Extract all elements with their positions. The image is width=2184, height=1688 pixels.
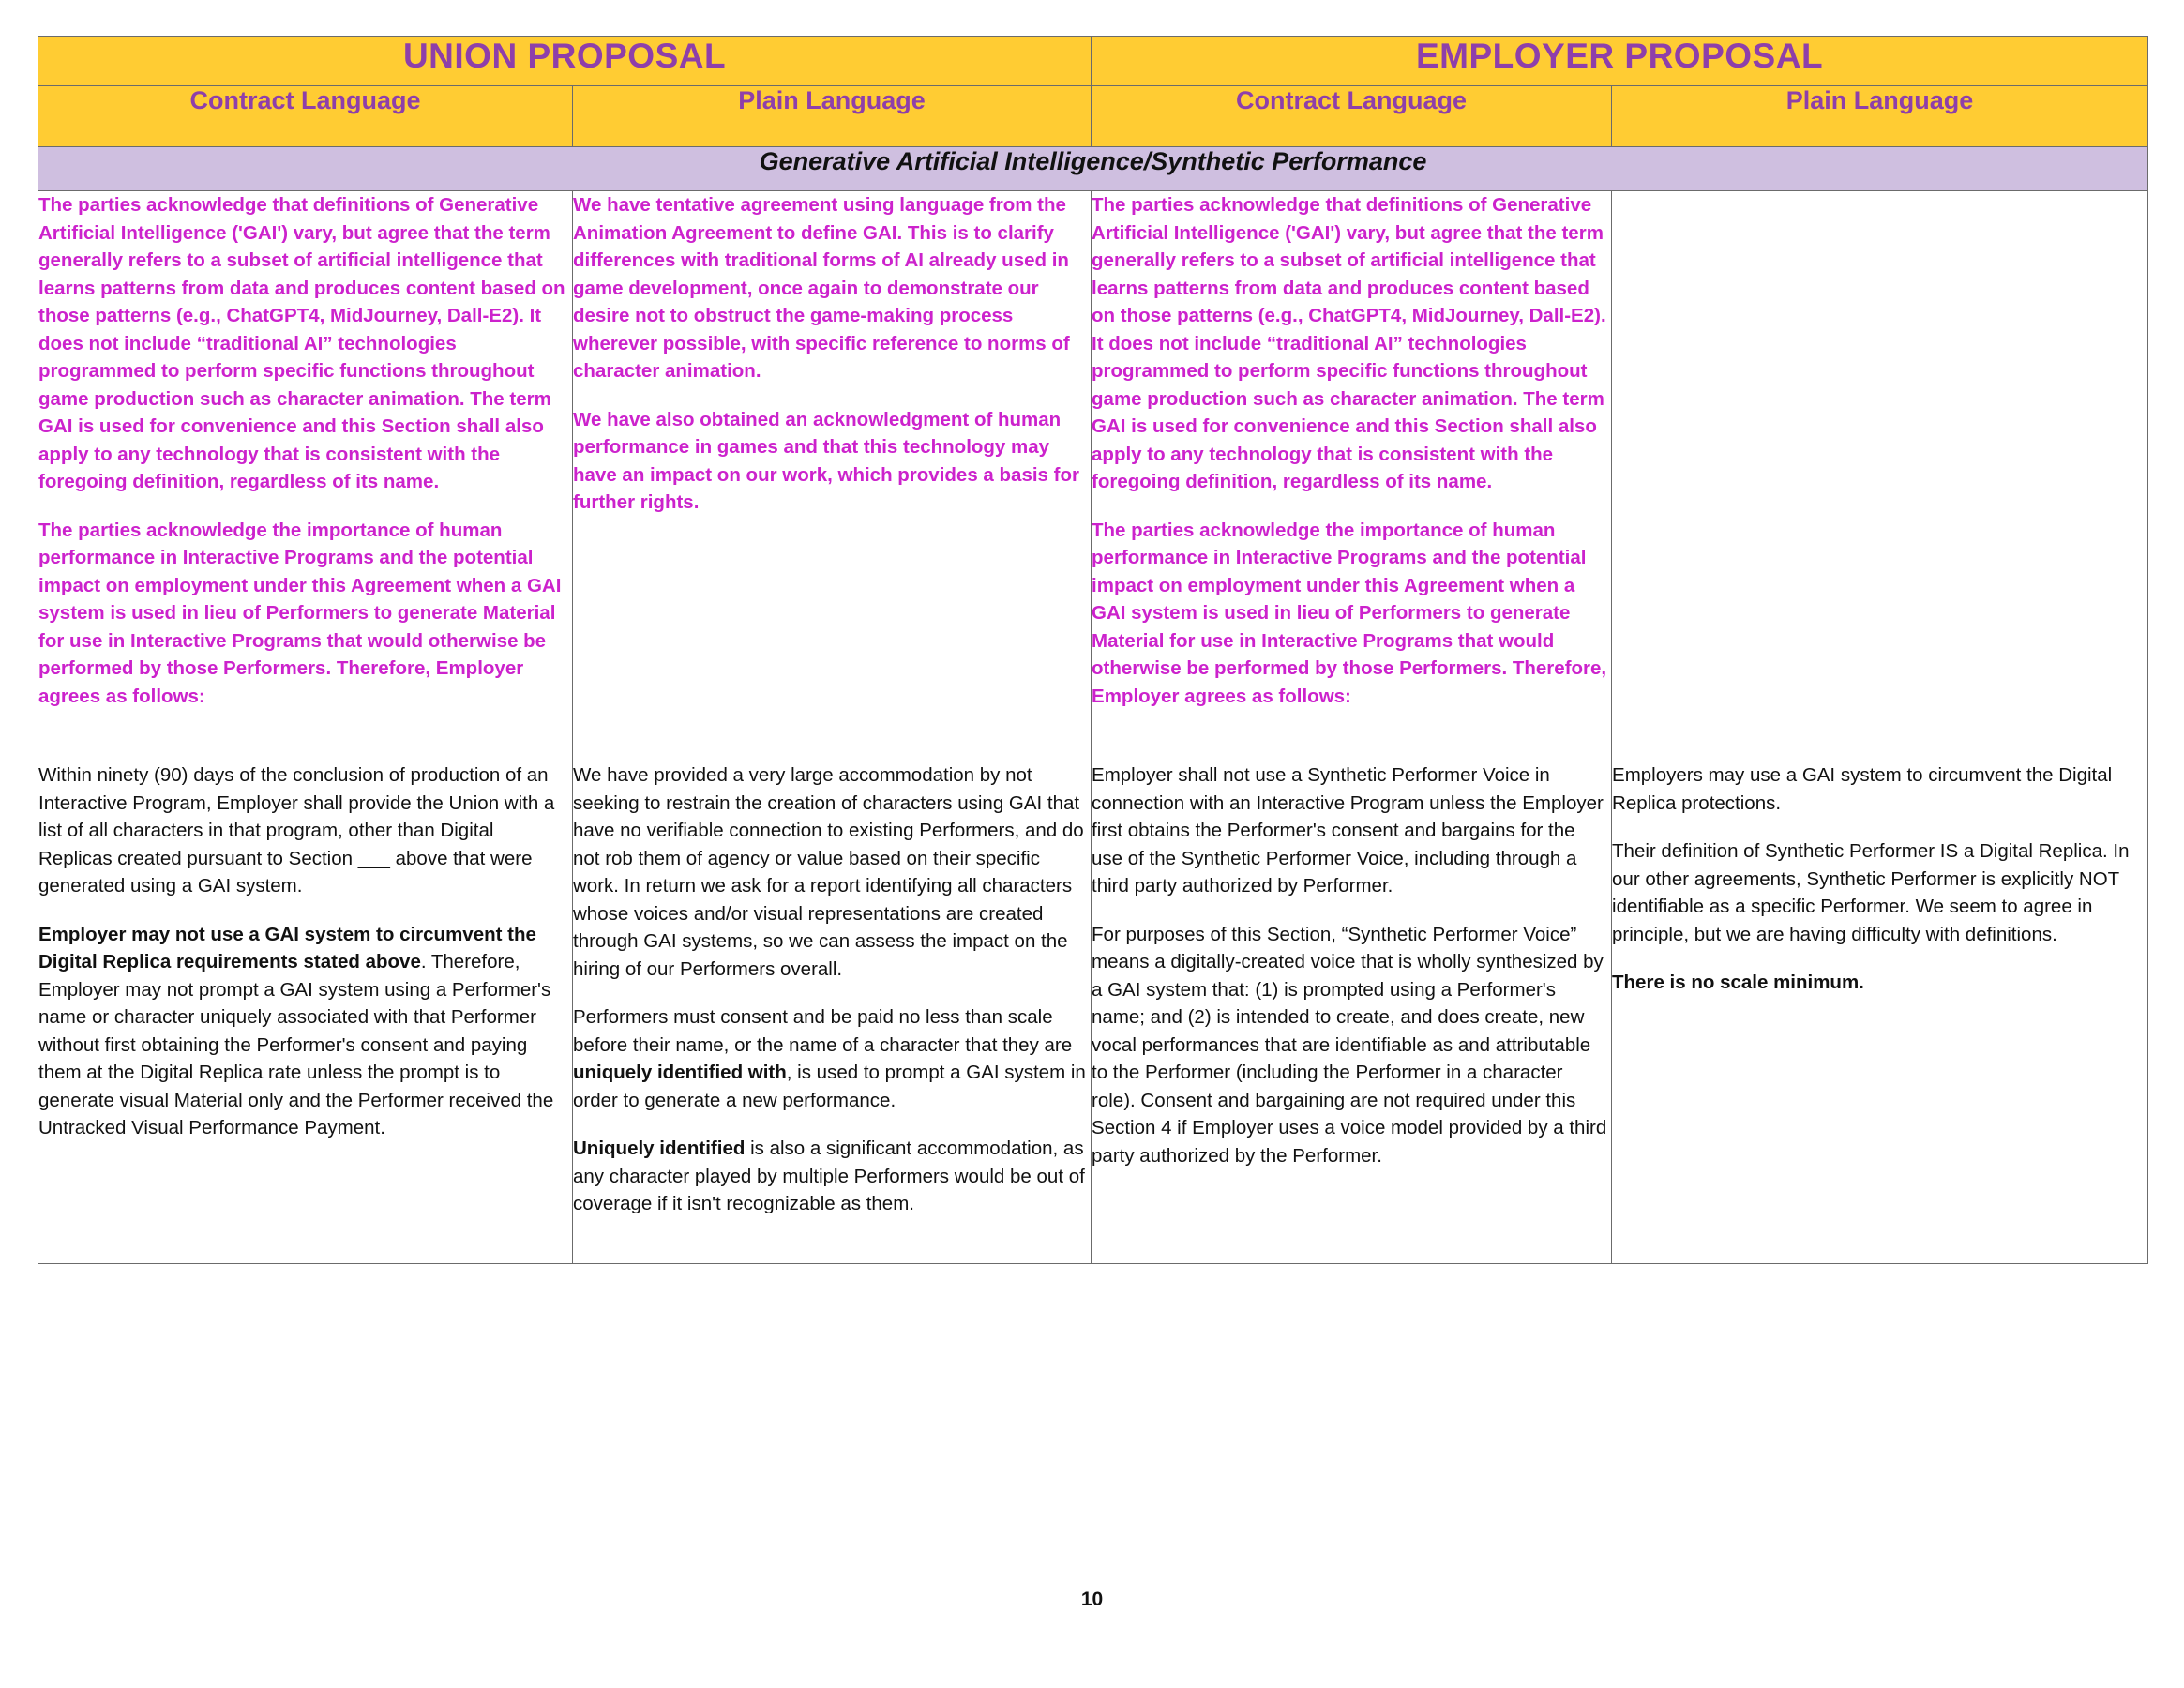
paragraph: Employer shall not use a Synthetic Performer Voice in connection with an Interactive Program unless the Employer first obtains the Performer's consent and bargains for the use of the Synthetic Performer Voice, including through a third party authorized by Performer. bbox=[1092, 764, 1604, 897]
paragraph: The parties acknowledge the importance of human performance in Interactive Programs and the potential impact on employment under this Agreement when a GAI system is used in lieu of Performers to generate Material for use in Interactive Programs that would otherwise be performed by those Performers. Therefore, Employer agrees as follows: bbox=[38, 519, 562, 707]
cell-employer-contract-synthetic-voice bbox=[1092, 761, 1612, 1264]
cell-union-contract-definitions bbox=[38, 191, 573, 761]
bold-phrase: There is no scale minimum. bbox=[1612, 972, 1864, 994]
column-header-employer-plain-language: Plain Language bbox=[1612, 86, 2148, 147]
table-row bbox=[38, 761, 2148, 1264]
cell-employer-plain-synthetic-voice bbox=[1612, 761, 2148, 1264]
cell-union-plain-reporting bbox=[573, 761, 1092, 1264]
paragraph-rest: is also a significant accommodation, as any character played by multiple Performers would be out of coverage if it isn't recognizable as them. bbox=[573, 1138, 1085, 1215]
bold-phrase: Uniquely identified bbox=[573, 1138, 746, 1160]
section-title-generative-ai: Generative Artificial Intelligence/Synthetic Performance bbox=[38, 147, 2148, 191]
paragraph bbox=[573, 1135, 1091, 1218]
paragraph: We have tentative agreement using language from the Animation Agreement to define GAI. This is to clarify differences with traditional forms of AI already used in game development, once again to demonstrate our desire not to obstruct the game-making process wherever possible, with specific reference to norms of character animation. bbox=[573, 194, 1070, 383]
bold-phrase: Employer may not use a GAI system to circumvent the Digital Replica requirements stated above bbox=[38, 923, 536, 973]
bold-phrase: uniquely identified with bbox=[573, 1062, 787, 1084]
paragraph bbox=[573, 1003, 1091, 1114]
paragraph bbox=[1612, 969, 2147, 997]
paragraph: For purposes of this Section, “Synthetic Performer Voice” means a digitally-created voice that is wholly synthesized by a GAI system that: (1) is prompted using a Performer's name; and (2) is intended to create, and does create, new vocal performances that are identifiable as and attributable to the Performer (including the Performer in a character role). Consent and bargaining are not required under this Section 4 if Employer uses a voice model provided by a third party authorized by the Performer. bbox=[1092, 923, 1607, 1167]
proposal-comparison-table bbox=[38, 36, 2148, 1264]
column-header-employer-contract-language: Contract Language bbox=[1092, 86, 1612, 147]
proposal-title-row bbox=[38, 37, 2148, 86]
cell-union-plain-definitions bbox=[573, 191, 1092, 761]
paragraph bbox=[38, 921, 572, 1142]
employer-proposal-title: EMPLOYER PROPOSAL bbox=[1092, 37, 2148, 86]
union-proposal-title: UNION PROPOSAL bbox=[38, 37, 1092, 86]
paragraph: The parties acknowledge that definitions of Generative Artificial Intelligence ('GAI') vary, but agree that the term generally refers to a subset of artificial intelligence that learns patterns from data and produces content based on those patterns (e.g., ChatGPT4, MidJourney, Dall-E2). It does not include “traditional AI” technologies programmed to perform specific functions throughout game production such as character animation. The term GAI is used for convenience and this Section shall also apply to any technology that is consistent with the foregoing definition, regardless of its name. bbox=[1092, 194, 1606, 493]
paragraph-rest: . Therefore, Employer may not prompt a GAI system using a Performer's name or character uniquely associated with that Performer without first obtaining the Performer's consent and paying them at the Digital Replica rate unless the prompt is to generate visual Material only and the Performer received the Untracked Visual Performance Payment. bbox=[38, 951, 554, 1139]
paragraph: The parties acknowledge that definitions of Generative Artificial Intelligence ('GAI') vary, but agree that the term generally refers to a subset of artificial intelligence that learns patterns from data and produces content based on those patterns (e.g., ChatGPT4, MidJourney, Dall-E2). It does not include “traditional AI” technologies programmed to perform specific functions throughout game production such as character animation. The term GAI is used for convenience and this Section shall also apply to any technology that is consistent with the foregoing definition, regardless of its name. bbox=[38, 194, 565, 493]
cell-employer-contract-definitions bbox=[1092, 191, 1612, 761]
paragraph-part: , is used to prompt a GAI system in order to generate a new performance. bbox=[573, 1062, 1086, 1111]
paragraph: The parties acknowledge the importance of human performance in Interactive Programs and the potential impact on employment under this Agreement when a GAI system is used in lieu of Performers to generate Material for use in Interactive Programs that would otherwise be performed by those Performers. Therefore, Employer agrees as follows: bbox=[1092, 519, 1607, 707]
paragraph: We have provided a very large accommodation by not seeking to restrain the creation of characters using GAI that have no verifiable connection to existing Performers, and do not rob them of agency or value based on their specific work. In return we ask for a report identifying all characters whose voices and/or visual representations are created through GAI systems, so we can assess the impact on the hiring of our Performers overall. bbox=[573, 764, 1084, 980]
page-number: 10 bbox=[1080, 1589, 1104, 1610]
paragraph: Their definition of Synthetic Performer IS a Digital Replica. In our other agreements, Synthetic Performer is explicitly NOT identifiable as a specific Performer. We seem to agree in principle, but we are having difficulty with definitions. bbox=[1612, 840, 2130, 945]
column-header-union-plain-language: Plain Language bbox=[573, 86, 1092, 147]
cell-employer-plain-definitions-empty bbox=[1612, 191, 2148, 761]
paragraph-part: Performers must consent and be paid no less than scale before their name, or the name of a character that they are bbox=[573, 1006, 1073, 1056]
paragraph: Within ninety (90) days of the conclusion of production of an Interactive Program, Employer shall provide the Union with a list of all characters in that program, other than Digital Replicas created pursuant to Section ___ above that were generated using a GAI system. bbox=[38, 764, 555, 897]
table-row bbox=[38, 191, 2148, 761]
cell-union-contract-reporting bbox=[38, 761, 573, 1264]
column-header-union-contract-language: Contract Language bbox=[38, 86, 573, 147]
paragraph: We have also obtained an acknowledgment of human performance in games and that this technology may have an impact on our work, which provides a basis for further rights. bbox=[573, 408, 1079, 514]
column-header-row bbox=[38, 86, 2148, 147]
section-band-row bbox=[38, 147, 2148, 191]
paragraph: Employers may use a GAI system to circumvent the Digital Replica protections. bbox=[1612, 764, 2113, 814]
